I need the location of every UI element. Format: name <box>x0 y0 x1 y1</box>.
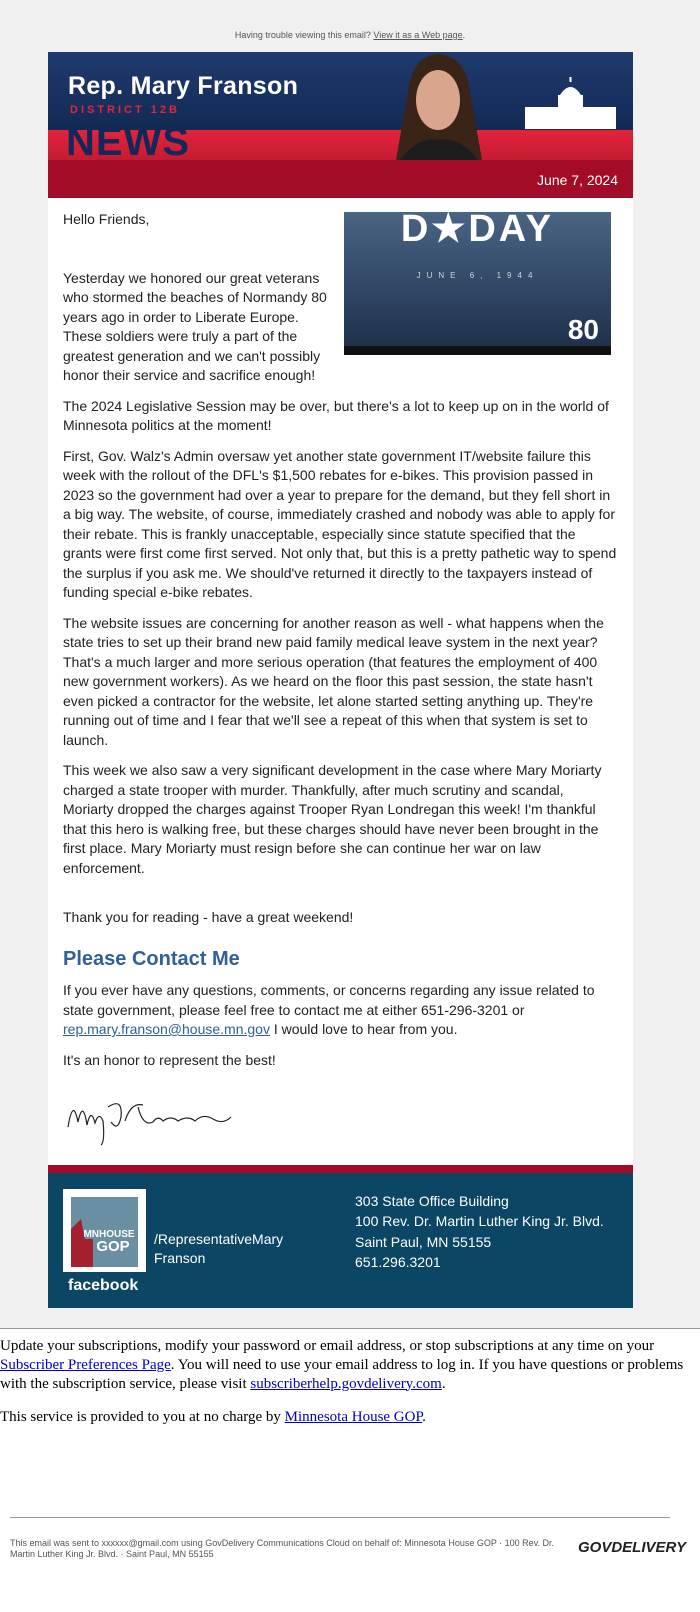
divider <box>10 1517 670 1518</box>
newsletter-date: June 7, 2024 <box>537 172 618 188</box>
preheader-suffix: . <box>462 30 466 40</box>
facebook-handle-link[interactable]: /RepresentativeMary Franson <box>154 1230 284 1266</box>
district-label: DISTRICT 12B <box>70 104 180 116</box>
paragraph: The 2024 Legislative Session may be over, but there's a lot to keep up on in the world of Minnesota politics at the moment! <box>63 397 609 433</box>
preheader <box>0 30 700 52</box>
subscription-paragraph <box>0 1337 698 1394</box>
web-view-link[interactable]: View it as a Web page <box>373 30 463 40</box>
paragraph: Yesterday we honored our great veterans who stormed the beaches of Normandy 80 years ago in order to Liberate Europe. These soldiers were truly a part of the greatest generation and we can't possibly honor their service and sacrifice enough! <box>63 269 327 383</box>
paragraph: This week we also saw a very significant development in the case where Mary Moriarty charged a state trooper with murder. Thankfully, after much scrutiny and scandal, Moriarty dropped the charges against Trooper Ryan Londregan this week! I'm thankful that this hero is walking free, but these charges should have never been brought in the first place. Mary Moriarty must resign before she can continue her war on law enforcement. <box>63 762 602 876</box>
dday-title: D★DAY <box>400 208 555 250</box>
subscription-text: . <box>441 1375 446 1392</box>
service-text: This service is provided to you at no charge by <box>0 1408 285 1425</box>
address-line: Saint Paul, MN 55155 <box>355 1233 492 1250</box>
paragraph: The website issues are concerning for another reason as well - what happens when the state tries to set up their brand new paid family medical leave system in the next year? That's a much larger and more serious operation (that features the employment of 400 new government workers). As we heard on the floor this past session, the state hasn't even picked a contractor for the website, let alone started setting anything up. They're running out of time and I fear that we'll see a repeat of this when that system is set to launch. <box>63 614 604 748</box>
minnesota-map-icon <box>63 1189 146 1272</box>
footer-red-bar <box>48 1165 633 1173</box>
closing: Thank you for reading - have a great weekend! <box>63 909 354 925</box>
contact-text: If you ever have any questions, comments, or concerns regarding any issue related to state government, please feel free to contact me at either 651-296-3201 or <box>63 982 595 1018</box>
contact-email-link[interactable]: rep.mary.franson@house.mn.gov <box>63 1021 270 1037</box>
signature-image <box>63 1087 243 1149</box>
address-line: 303 State Office Building <box>355 1192 509 1209</box>
email-body <box>48 198 633 1165</box>
contact-paragraph <box>63 981 618 1040</box>
phone-number: 651.296.3201 <box>355 1254 441 1270</box>
subscriber-help-link[interactable]: subscriberhelp.govdelivery.com <box>250 1375 442 1392</box>
govdelivery-logo[interactable]: GOVDELIVERY <box>578 1539 687 1556</box>
dday-image <box>344 208 611 355</box>
news-label: NEWS <box>66 120 190 164</box>
contact-suffix: I would love to hear from you. <box>269 1021 458 1037</box>
rep-portrait-image <box>378 52 498 160</box>
contact-heading: Please Contact Me <box>63 947 240 970</box>
paragraph: First, Gov. Walz's Admin oversaw yet another state government IT/website failure this week with the rollout of the DFL's $1,500 rebates for e-bikes. This provision passed in 2023 so the government had over a year to prepare for the demand, but they fell short in a big way. The website, of course, immediately crashed and nobody was able to apply for their rebate. This is frankly unacceptable, especially since statute specified that the grants were first come first served. Not only that, but this is a pretty pathetic way to spend the surplus if you ask me. We should've returned it directly to the taxpayers instead of funding special e-bike rebates. <box>63 447 617 600</box>
subscription-info <box>0 1329 700 1427</box>
honor-line: It's an honor to represent the best! <box>63 1051 276 1068</box>
svg-text:GOP: GOP <box>96 1237 130 1255</box>
rep-name: Rep. Mary Franson <box>68 72 299 100</box>
subscription-text: . You will need to use your email address to log in. If you have questions or problems with the subscription service, please visit <box>0 1356 684 1392</box>
dday-80-badge: 80 <box>567 313 599 345</box>
service-paragraph <box>0 1408 698 1427</box>
service-text: . <box>422 1408 426 1425</box>
newsletter-header <box>48 52 633 198</box>
mn-house-gop-link[interactable]: Minnesota House GOP <box>284 1408 423 1425</box>
mn-house-gop-logo[interactable] <box>63 1189 146 1272</box>
contact-footer <box>48 1173 633 1308</box>
preheader-text: Having trouble viewing this email? <box>234 30 371 40</box>
subscription-text: Update your subscriptions, modify your password or email address, or stop subscriptions at any time on your <box>0 1337 655 1354</box>
dday-subtitle: JUNE 6, 1944 <box>416 271 539 280</box>
subscriber-preferences-link[interactable]: Subscriber Preferences Page <box>0 1356 171 1373</box>
capitol-icon <box>523 77 618 132</box>
address-line: 100 Rev. Dr. Martin Luther King Jr. Blvd. <box>355 1213 604 1229</box>
legal-text: This email was sent to xxxxxx@gmail.com using GovDelivery Communications Cloud on behalf of: Minnesota House GOP · 100 Rev. Dr. Martin Luther King Jr. Blvd. · Saint Paul, MN 55155 <box>10 1538 555 1559</box>
dday-footer-bar <box>344 346 611 355</box>
svg-text:MNHOUSE: MNHOUSE <box>83 1228 135 1240</box>
office-address <box>355 1191 604 1273</box>
facebook-label[interactable]: facebook <box>68 1276 139 1294</box>
greeting: Hello Friends, <box>63 211 150 227</box>
email-container <box>48 52 633 1308</box>
